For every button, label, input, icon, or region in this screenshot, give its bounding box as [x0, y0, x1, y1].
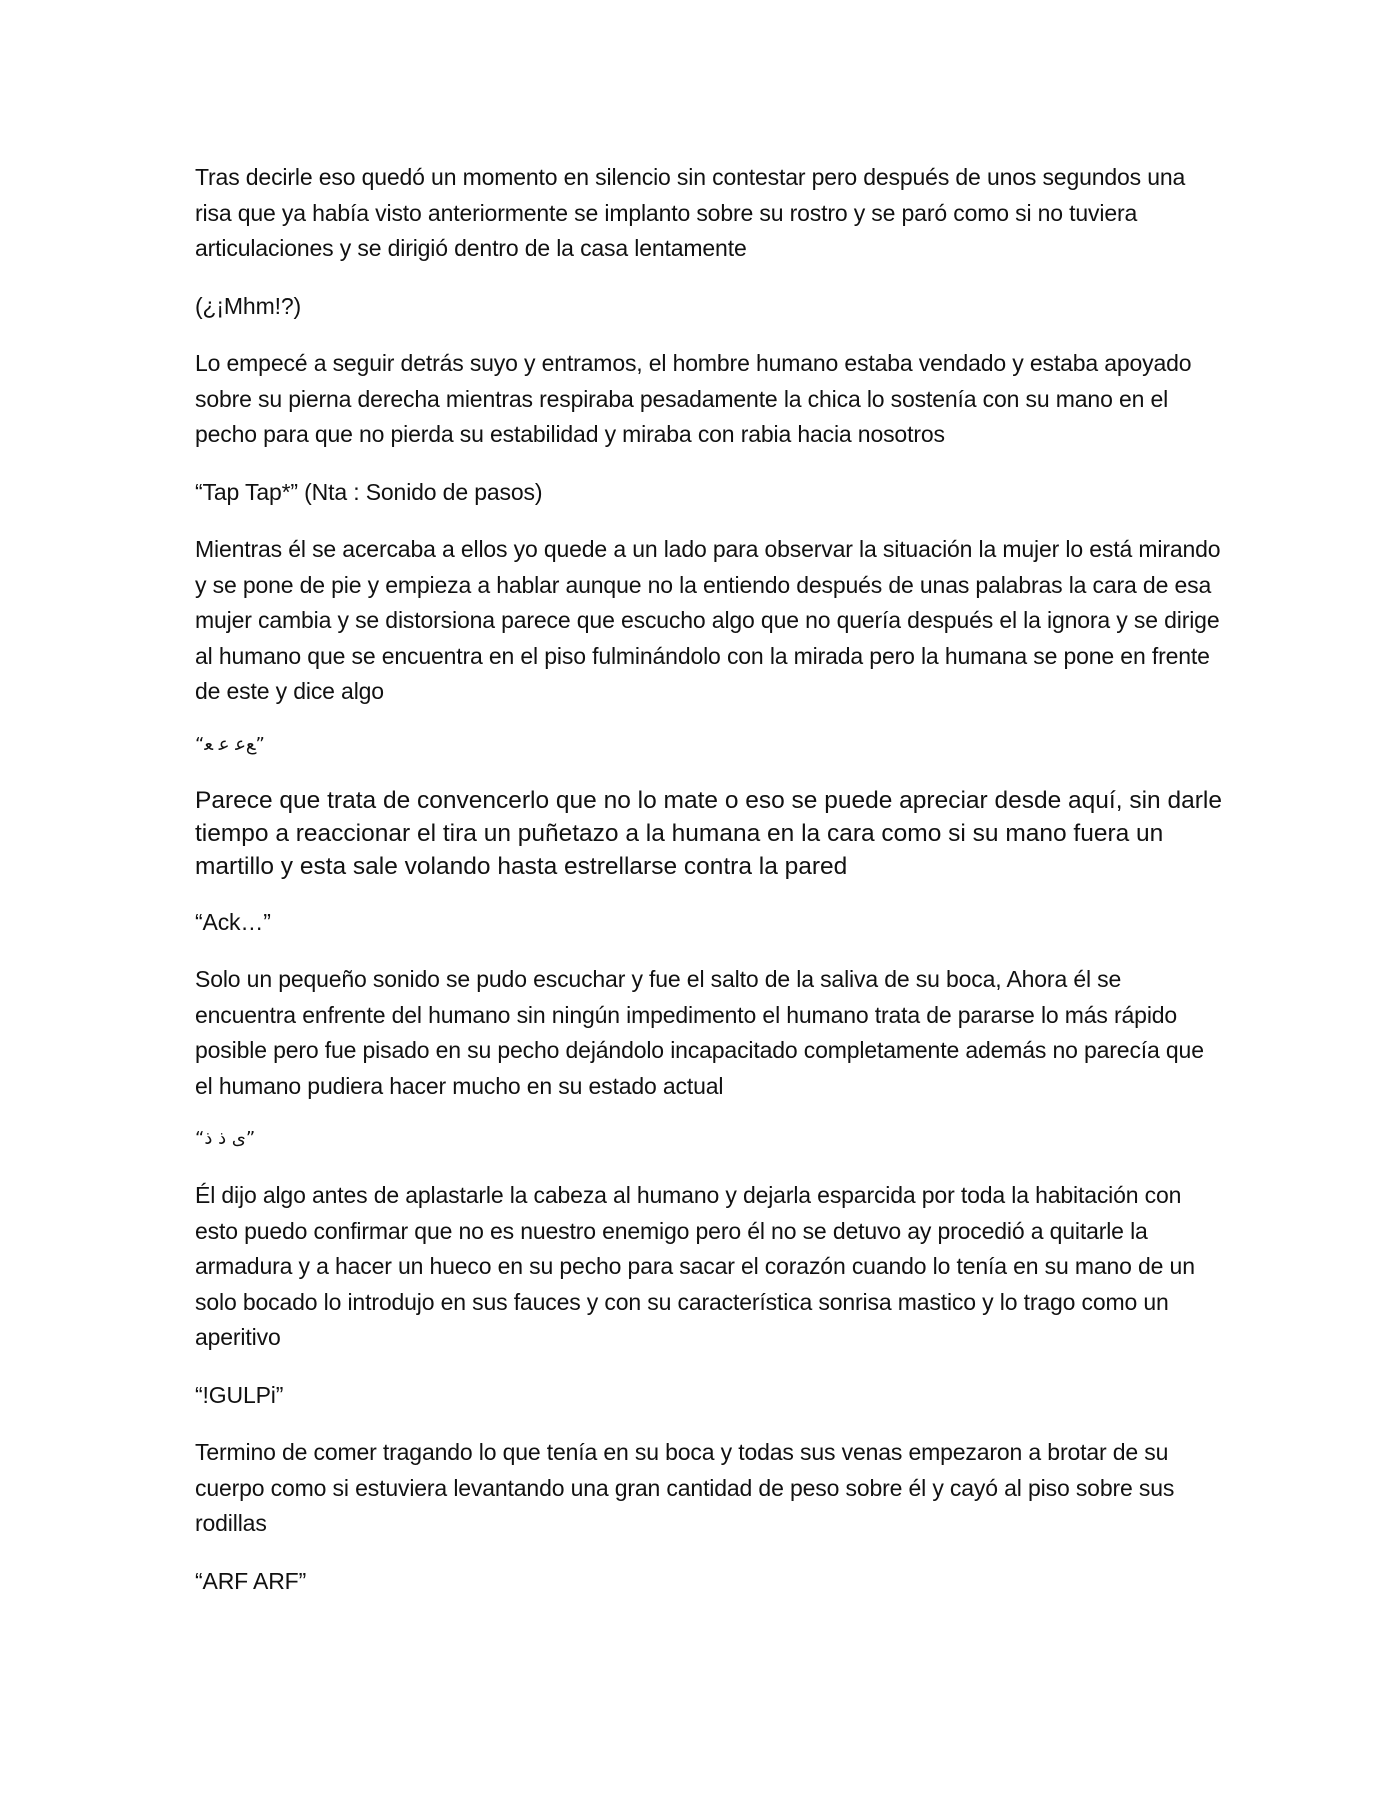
paragraph: Él dijo algo antes de aplastarle la cabeza al humano y dejarla esparcida por toda la habitación con esto puedo confirmar que no es nuestro enemigo pero él no se detuvo ay procedió a quitarle la armadura y a hacer un hueco en su pecho para sacar el corazón cuando lo tenía en su mano de un solo bocado lo introdujo en sus fauces y con su característica sonrisa mastico y lo trago como un aperitivo [195, 1182, 1195, 1350]
dialogue-line: “Ack…” [195, 908, 271, 935]
paragraph: Parece que trata de convencerlo que no lo mate o eso se puede apreciar desde aquí, sin darle tiempo a reaccionar el tira un puñetazo a la humana en la cara como si su mano fuera un martillo y esta sale volando hasta estrellarse contra la pared [195, 786, 1222, 880]
dialogue-line: (¿¡Mhm!?) [195, 292, 301, 319]
document-body [195, 160, 1225, 1621]
paragraph: Mientras él se acercaba a ellos yo quede a un lado para observar la situación la mujer lo está mirando y se pone de pie y empieza a hablar aunque no la entiendo después de unas palabras la cara de esa mujer cambia y se distorsiona parece que escucho algo que no quería después el la ignora y se dirige al humano que se encuentra en el piso fulminándolo con la mirada pero la humana se pone en frente de este y dice algo [195, 536, 1221, 704]
dialogue-line: “ARF ARF” [195, 1567, 307, 1594]
dialogue-line-arabic: “ﻯ ﺫ ﺫ” [195, 1128, 256, 1149]
paragraph: Termino de comer tragando lo que tenía en su boca y todas sus venas empezaron a brotar de su cuerpo como si estuviera levantando una gran cantidad de peso sobre él y cayó al piso sobre sus rodillas [195, 1439, 1175, 1536]
paragraph: Lo empecé a seguir detrás suyo y entramos, el hombre humano estaba vendado y estaba apoyado sobre su pierna derecha mientras respiraba pesadamente la chica lo sostenía con su mano en el pecho para que no pierda su estabilidad y miraba con rabia hacia nosotros [195, 350, 1192, 447]
dialogue-line: “Tap Tap*” (Nta : Sonido de pasos) [195, 478, 543, 505]
dialogue-line-arabic: “ﻊﻋ ﻋ ﻌ” [195, 733, 265, 755]
dialogue-line: “!GULPi” [195, 1381, 284, 1408]
paragraph: Tras decirle eso quedó un momento en silencio sin contestar pero después de unos segundos una risa que ya había visto anteriormente se implanto sobre su rostro y se paró como si no tuviera articulaciones y se dirigió dentro de la casa lentamente [195, 164, 1186, 261]
paragraph: Solo un pequeño sonido se pudo escuchar y fue el salto de la saliva de su boca, Ahora él se encuentra enfrente del humano sin ningún impedimento el humano trata de pararse lo más rápido posible pero fue pisado en su pecho dejándolo incapacitado completamente además no parecía que el humano pudiera hacer mucho en su estado actual [195, 966, 1204, 1099]
